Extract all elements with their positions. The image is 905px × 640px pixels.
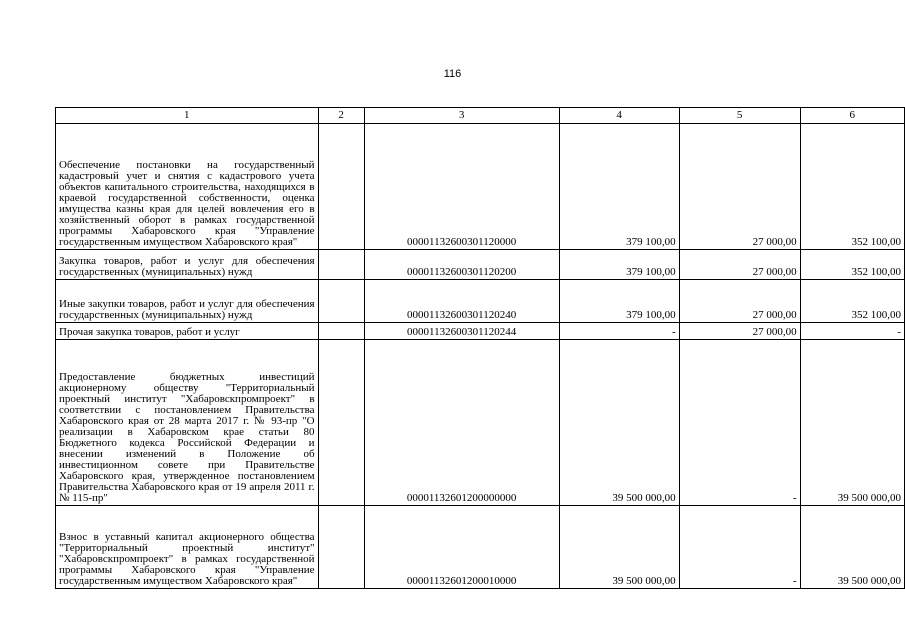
table-row: [56, 506, 905, 589]
row-col5-value: 27 000,00: [679, 124, 800, 250]
row-col2: [318, 340, 364, 506]
table-row: [56, 340, 905, 506]
row-code: 00001132601200010000: [364, 506, 559, 589]
row-description: Предоставление бюджетных инвестиций акционерному обществу "Территориальный проектный институт "Хабаровскпромпроект" в соответствии с постановлением Правительства Хабаровского края от 28 марта 2017 г. № 93-пр "О реализации в Хабаровском крае статьи 80 Бюджетного кодекса Российской Федерации и внесении изменений в Положение об инвестиционном совете при Правительстве Хабаровского края, утвержденное постановлением Правительства Хабаровского края от 19 апреля 2011 г. № 115-пр": [56, 340, 319, 506]
column-header: 1: [56, 108, 319, 124]
row-col6-value: 39 500 000,00: [800, 506, 904, 589]
column-header: 6: [800, 108, 904, 124]
table-row: [56, 280, 905, 323]
row-description: Прочая закупка товаров, работ и услуг: [56, 323, 319, 340]
row-col5-value: 27 000,00: [679, 323, 800, 340]
row-col4-value: -: [559, 323, 679, 340]
row-description: Обеспечение постановки на государственный кадастровый учет и снятия с кадастрового учета объектов капитального строительства, находящихся в краевой государственной собственности, оценка имущества казны края для целей вовлечения его в хозяйственный оборот в рамках государственной программы Хабаровского края "Управление государственным имуществом Хабаровского края": [56, 124, 319, 250]
row-col2: [318, 280, 364, 323]
row-col4-value: 379 100,00: [559, 250, 679, 280]
row-col5-value: 27 000,00: [679, 280, 800, 323]
row-col6-value: 352 100,00: [800, 250, 904, 280]
column-header: 2: [318, 108, 364, 124]
row-description: Иные закупки товаров, работ и услуг для обеспечения государственных (муниципальных) нужд: [56, 280, 319, 323]
row-col2: [318, 124, 364, 250]
row-col5-value: -: [679, 506, 800, 589]
row-code: 00001132600301120244: [364, 323, 559, 340]
table-header-row: [56, 108, 905, 124]
row-col2: [318, 250, 364, 280]
row-col2: [318, 323, 364, 340]
row-col4-value: 379 100,00: [559, 124, 679, 250]
column-header: 4: [559, 108, 679, 124]
row-code: 00001132600301120000: [364, 124, 559, 250]
column-header: 5: [679, 108, 800, 124]
row-col5-value: -: [679, 340, 800, 506]
row-col6-value: 39 500 000,00: [800, 340, 904, 506]
row-col5-value: 27 000,00: [679, 250, 800, 280]
row-col4-value: 39 500 000,00: [559, 506, 679, 589]
row-col6-value: -: [800, 323, 904, 340]
row-col4-value: 379 100,00: [559, 280, 679, 323]
page-number: 116: [443, 68, 462, 80]
row-code: 00001132601200000000: [364, 340, 559, 506]
row-code: 00001132600301120240: [364, 280, 559, 323]
table-row: [56, 250, 905, 280]
table-row: [56, 124, 905, 250]
column-header: 3: [364, 108, 559, 124]
table-row: [56, 323, 905, 340]
row-code: 00001132600301120200: [364, 250, 559, 280]
row-description: Взнос в уставный капитал акционерного общества "Территориальный проектный институт" "Хабаровскпромпроект" в рамках государственной программы Хабаровского края "Управление государственным имуществом Хабаровского края": [56, 506, 319, 589]
row-description: Закупка товаров, работ и услуг для обеспечения государственных (муниципальных) нужд: [56, 250, 319, 280]
row-col6-value: 352 100,00: [800, 124, 904, 250]
row-col2: [318, 506, 364, 589]
row-col4-value: 39 500 000,00: [559, 340, 679, 506]
row-col6-value: 352 100,00: [800, 280, 904, 323]
budget-table: [55, 107, 905, 589]
